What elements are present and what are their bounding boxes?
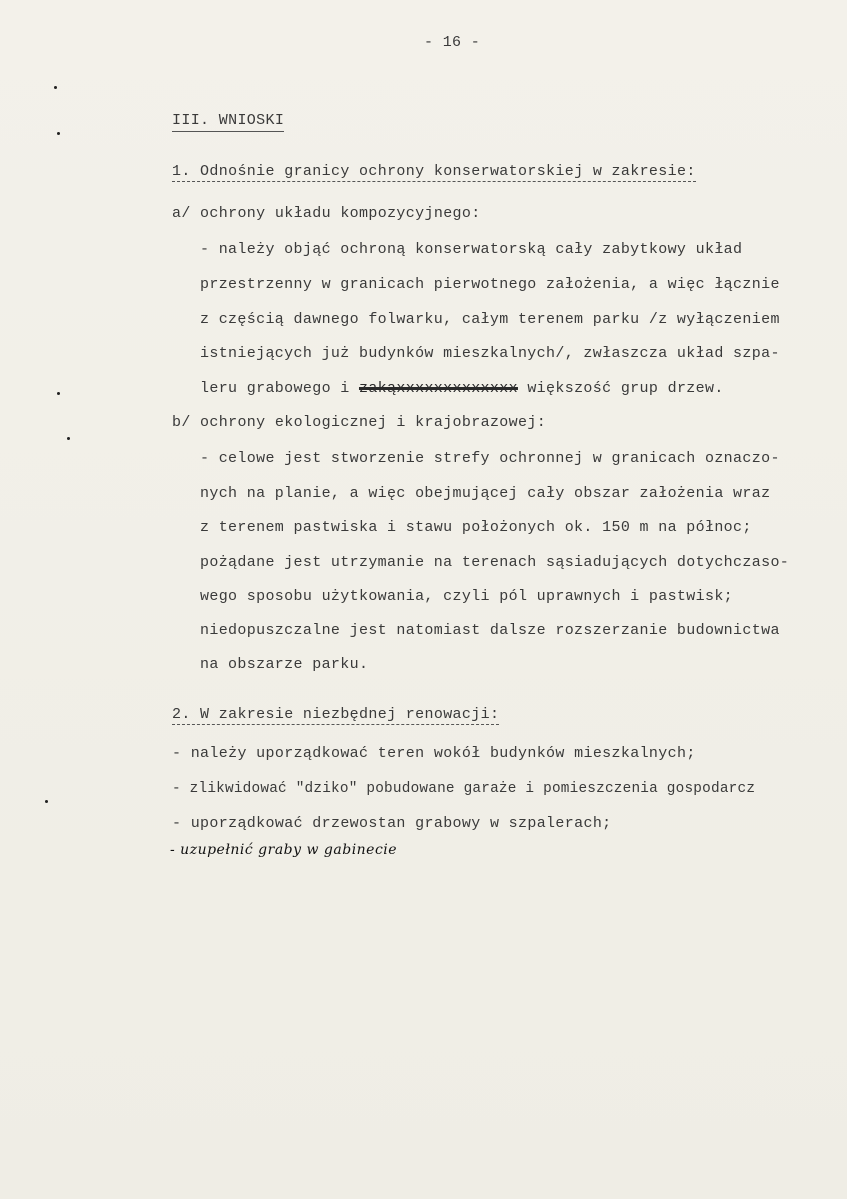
a-line-1: - należy objąć ochroną konserwatorską cały zabytkowy układ: [200, 241, 743, 258]
a-line-5: [200, 380, 724, 397]
b-line-7: na obszarze parku.: [200, 656, 369, 673]
heading-1: 1. Odnośnie granicy ochrony konserwatorskiej w zakresie:: [172, 163, 696, 180]
margin-dot: [57, 392, 60, 395]
subsection-b-label: b/ ochrony ekologicznej i krajobrazowej:: [172, 414, 547, 431]
b-line-2: nych na planie, a więc obejmującej cały obszar założenia wraz: [200, 485, 771, 502]
margin-dot: [57, 132, 60, 135]
handwritten-note: - uzupełnić graby w gabinecie: [170, 842, 398, 858]
a-line-5-pre: leru grabowego i: [200, 380, 359, 397]
list2-item-1: - należy uporządkować teren wokół budynków mieszkalnych;: [172, 745, 696, 762]
list2-item-3: - uporządkować drzewostan grabowy w szpalerach;: [172, 815, 612, 832]
b-line-6: niedopuszczalne jest natomiast dalsze rozszerzanie budownictwa: [200, 622, 780, 639]
a-line-2: przestrzenny w granicach pierwotnego założenia, a więc łącznie: [200, 276, 780, 293]
b-line-5: wego sposobu użytkowania, czyli pól uprawnych i pastwisk;: [200, 588, 734, 605]
section-heading: III. WNIOSKI: [172, 112, 284, 132]
margin-dot: [67, 437, 70, 440]
list2-item-2: - zlikwidować "dziko" pobudowane garaże i pomieszczenia gospodarcz: [172, 781, 756, 797]
b-line-1: - celowe jest stworzenie strefy ochronnej w granicach oznaczo-: [200, 450, 780, 467]
margin-dot: [45, 800, 48, 803]
heading-2: 2. W zakresie niezbędnej renowacji:: [172, 706, 500, 723]
margin-dot: [54, 86, 57, 89]
struck-text: zakąxxxxxxxxxxxxx: [358, 380, 518, 397]
a-line-5-post: większość grup drzew.: [517, 380, 724, 397]
subsection-a-label: a/ ochrony układu kompozycyjnego:: [172, 205, 481, 222]
b-line-4: pożądane jest utrzymanie na terenach sąsiadujących dotychczaso-: [200, 554, 790, 571]
b-line-3: z terenem pastwiska i stawu położonych ok. 150 m na północ;: [200, 519, 752, 536]
a-line-3: z częścią dawnego folwarku, całym terenem parku /z wyłączeniem: [200, 311, 780, 328]
a-line-4: istniejących już budynków mieszkalnych/, zwłaszcza układ szpa-: [200, 345, 780, 362]
page-number: - 16 -: [424, 34, 481, 51]
